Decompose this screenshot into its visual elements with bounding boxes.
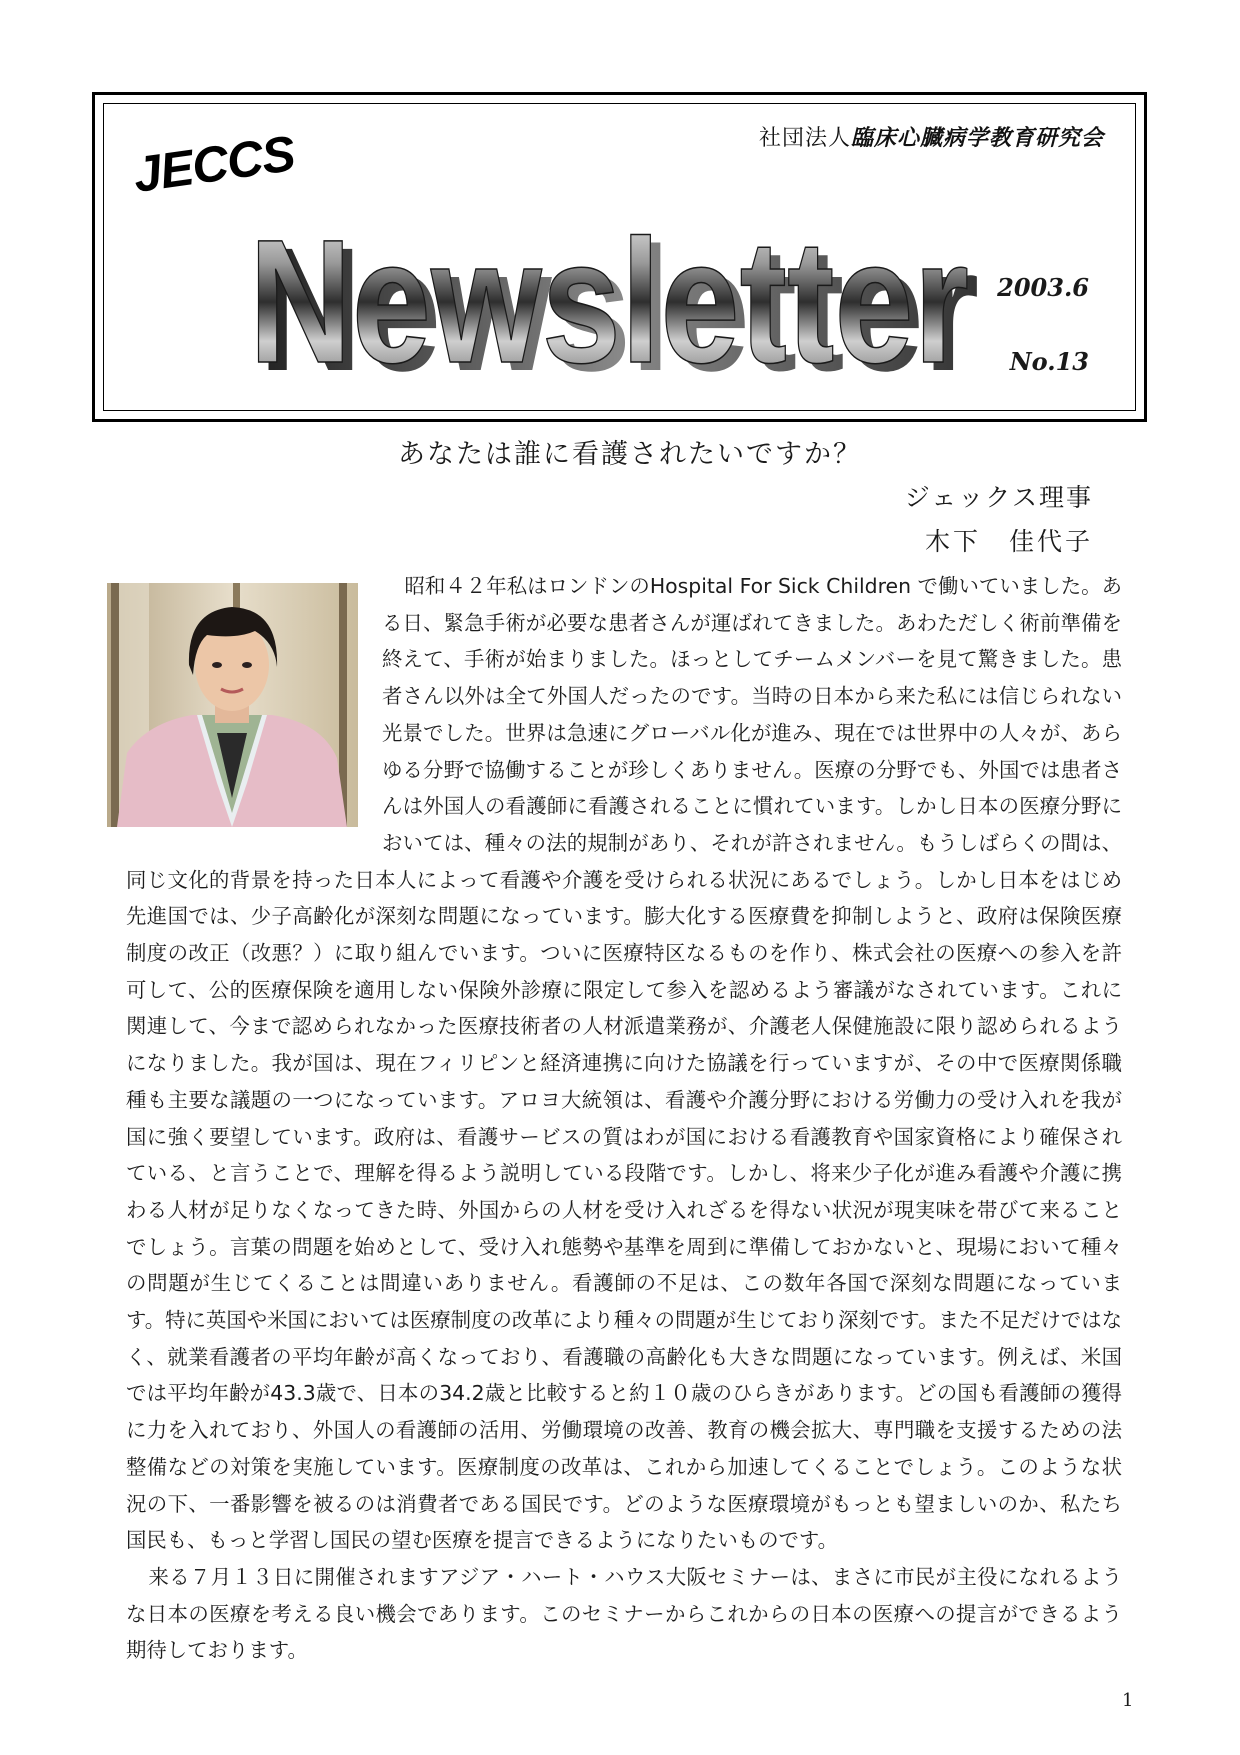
- newsletter-title-text: Newsletter: [249, 210, 969, 390]
- author-name: 木下 佳代子: [924, 527, 1093, 556]
- issue-number: No.13: [1009, 347, 1089, 376]
- newsletter-title-graphic: [245, 210, 1005, 390]
- society-prefix: 社団法人: [758, 126, 851, 151]
- issue-date: 2003.6: [997, 273, 1089, 302]
- society-title: 臨床心臓病学教育研究会: [850, 126, 1104, 151]
- article-title: あなたは誰に看護されたいですか？: [398, 439, 862, 470]
- article-paragraph-2: 来る７月１３日に開催されますアジア・ハート・ハウス大阪セミナーは、まさに市民が主役になれるような日本の医療を考える良い機会であります。このセミナーからこれからの日本の医療への提言ができるよう期待しております。: [126, 1564, 1122, 1663]
- article-body: [126, 568, 1122, 1669]
- society-name: [759, 121, 1104, 152]
- newsletter-title-shadow: Newsletter: [259, 212, 979, 390]
- author-role: ジェックス理事: [904, 483, 1093, 512]
- masthead-frame: [92, 92, 1147, 422]
- photo-wrap-spacer: [126, 568, 372, 826]
- article-paragraph-1: 昭和４２年私はロンドンのHospital For Sick Children で働いていました。ある日、緊急手術が必要な患者さんが運ばれてきました。あわただしく術前準備を終えて、手術が始まりました。ほっとしてチームメンバーを見て驚きました。患者さん以外は全て外国人だったのです。当時の日本から来た私には信じられない光景でした。世界は急速にグローバル化が進み、現在では世界中の人々が、あらゆる分野で協働することが珍しくありません。医療の分野でも、外国では患者さんは外国人の看護師に看護されることに慣れています。しかし日本の医療分野においては、種々の法的規制があり、それが許されません。もうしばらくの間は、同じ文化的背景を持った日本人によって看護や介護を受けられる状況にあるでしょう。しかし日本をはじめ先進国では、少子高齢化が深刻な問題になっています。膨大化する医療費を抑制しようと、政府は保険医療制度の改正（改悪？）に取り組んでいます。ついに医療特区なるものを作り、株式会社の医療への参入を許可して、公的医療保険を適用しない保険外診療に限定して参入を認めるよう審議がなされています。これに関連して、今まで認められなかった医療技術者の人材派遣業務が、介護老人保健施設に限り認められるようになりました。我が国は、現在フィリピンと経済連携に向けた協議を行っていますが、その中で医療関係職種も主要な議題の一つになっています。アロヨ大統領は、看護や介護分野における労働力の受け入れを我が国に強く要望しています。政府は、看護サービスの質はわが国における看護教育や国家資格により確保されている、と言うことで、理解を得るよう説明している段階です。しかし、将来少子化が進み看護や介護に携わる人材が足りなくなってきた時、外国からの人材を受け入れざるを得ない状況が現実味を帯びて来ることでしょう。言葉の問題を始めとして、受け入れ態勢や基準を周到に準備しておかないと、現場において種々の問題が生じてくることは間違いありません。看護師の不足は、この数年各国で深刻な問題になっています。特に英国や米国においては医療制度の改革により種々の問題が生じており深刻です。また不足だけではなく、就業看護者の平均年齢が高くなっており、看護職の高齢化も大きな問題になっています。例えば、米国では平均年齢が43.3歳で、日本の34.2歳と比較すると約１０歳のひらきがあります。どの国も看護師の獲得に力を入れており、外国人の看護師の活用、労働環境の改善、教育の機会拡大、専門職を支援するための法整備などの対策を実施しています。医療制度の改革は、これから加速してくることでしょう。このような状況の下、一番影響を被るのは消費者である国民です。どのような医療環境がもっとも望ましいのか、私たち国民も、もっと学習し国民の望む医療を提言できるようになりたいものです。: [126, 574, 1122, 1553]
- page-number: 1: [1122, 1690, 1134, 1711]
- jeccs-logo: JECCS: [129, 125, 298, 203]
